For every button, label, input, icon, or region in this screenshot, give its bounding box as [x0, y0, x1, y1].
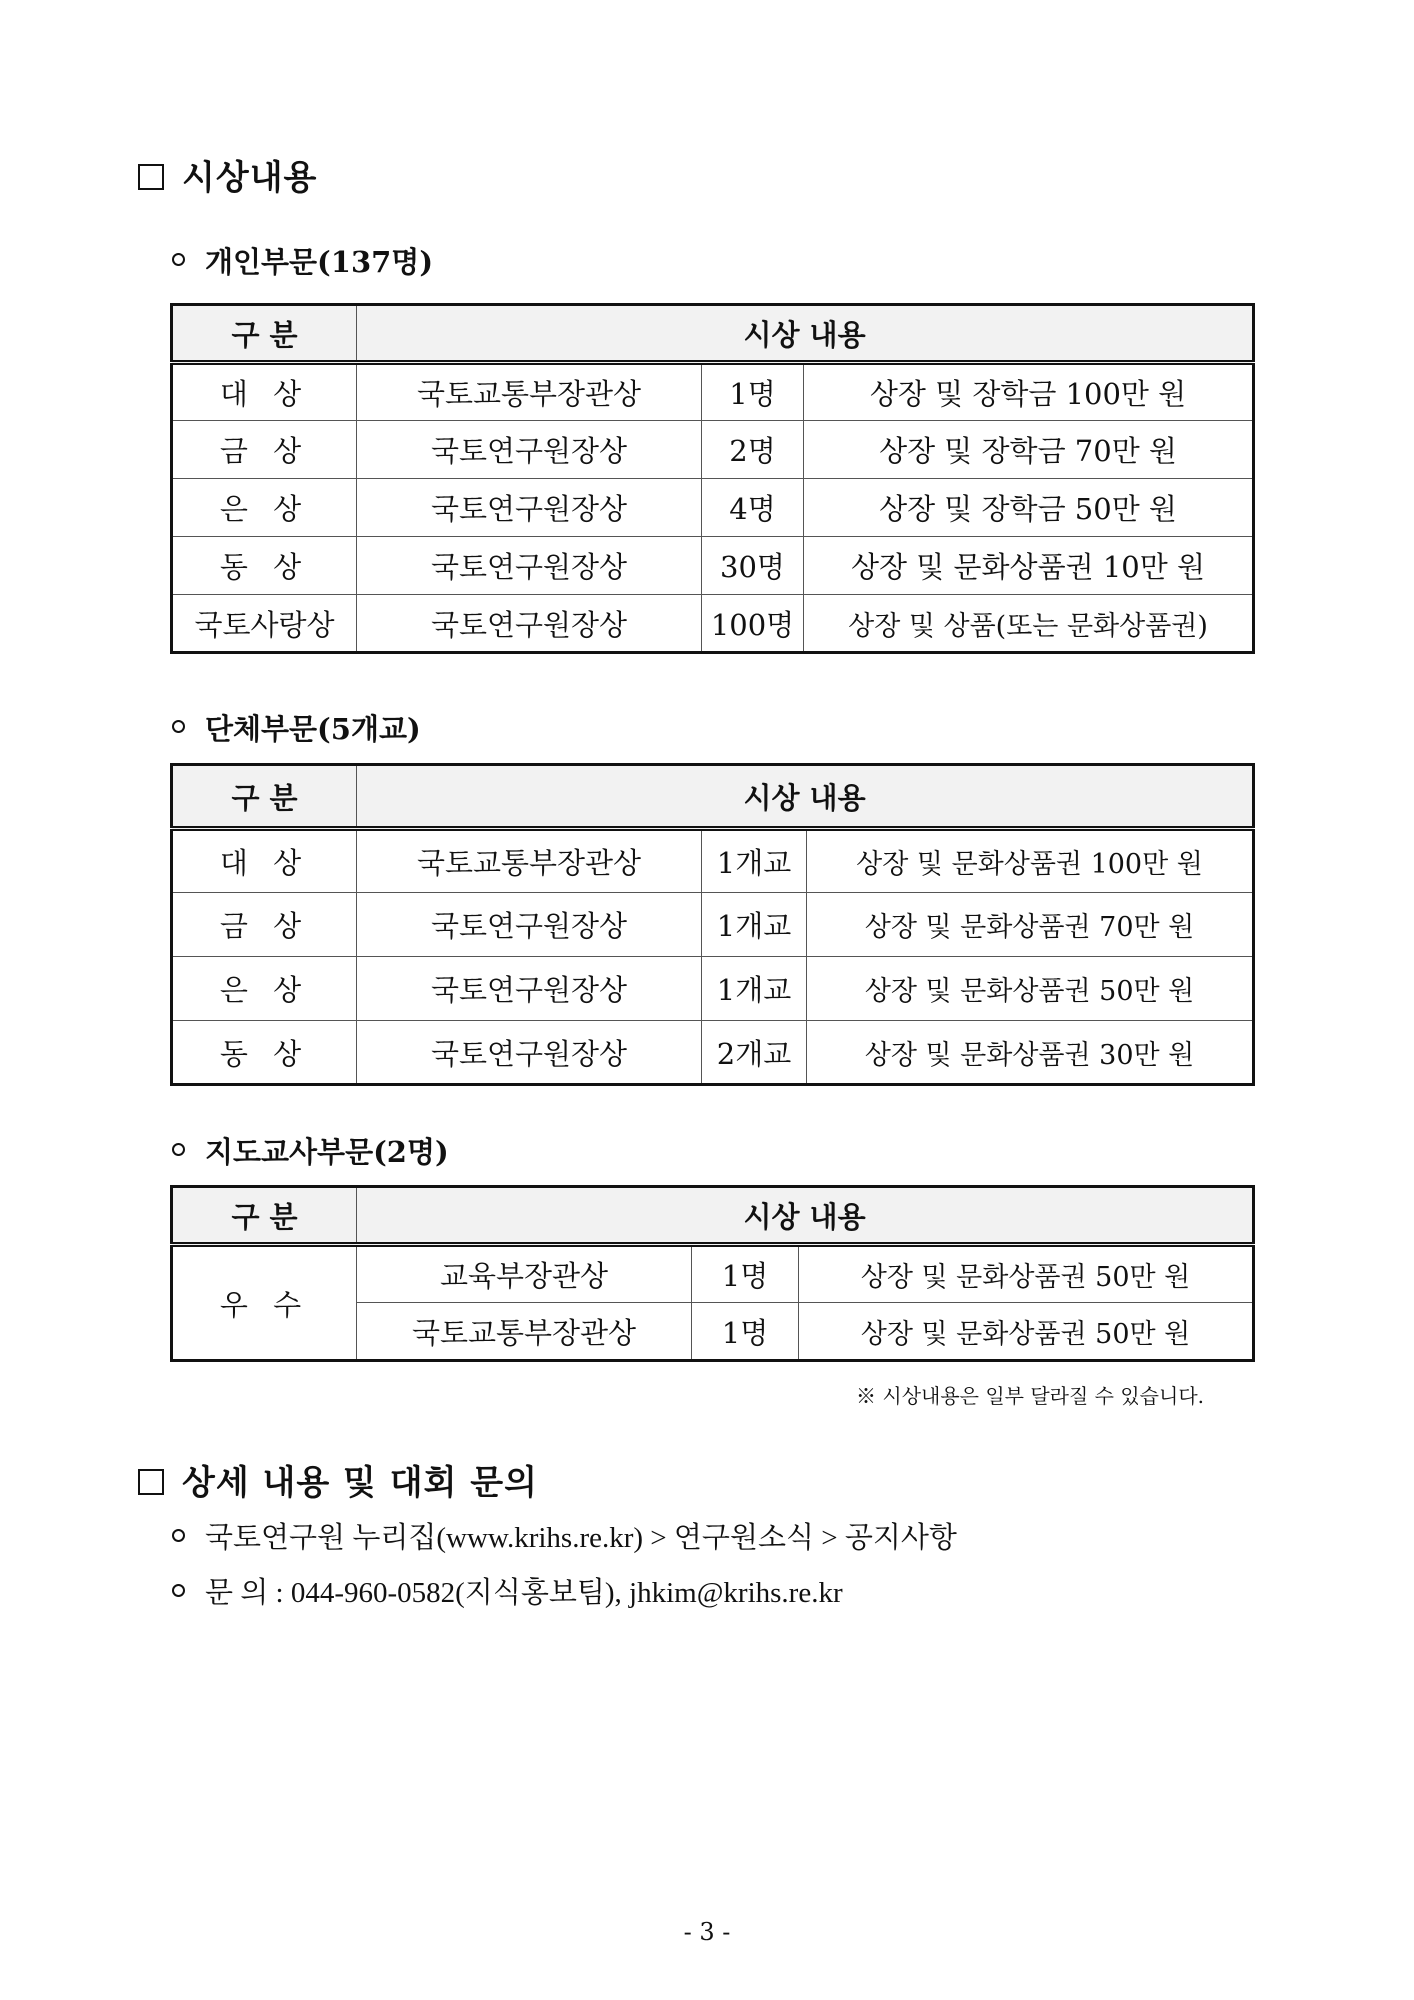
bullet-circle-icon: [172, 1529, 185, 1542]
table-row: [172, 537, 1254, 595]
award-prize: 상장 및 문화상품권 30만 원: [807, 1021, 1254, 1085]
section-title: 시상내용: [182, 158, 318, 198]
award-count: 1명: [692, 1245, 799, 1303]
award-name: 국토연구원장상: [357, 537, 702, 595]
award-prize: 상장 및 문화상품권 100만 원: [807, 829, 1254, 893]
award-name: 국토연구원장상: [357, 479, 702, 537]
award-count: 1개교: [702, 957, 807, 1021]
award-prize: 상장 및 문화상품권 70만 원: [807, 893, 1254, 957]
table-header-row: [172, 1187, 1254, 1245]
award-category: 우 수: [172, 1245, 357, 1361]
award-count: 1개교: [702, 829, 807, 893]
award-category: 은 상: [172, 957, 357, 1021]
award-prize: 상장 및 문화상품권 50만 원: [807, 957, 1254, 1021]
bullet-circle-icon: [172, 1143, 185, 1156]
award-prize: 상장 및 상품(또는 문화상품권): [804, 595, 1254, 653]
award-category: 동 상: [172, 1021, 357, 1085]
section-heading-awards: [138, 150, 317, 199]
header-content: 시상 내용: [357, 305, 1254, 363]
award-count: 30명: [702, 537, 804, 595]
inquiry-contact-line: [172, 1570, 843, 1611]
award-prize: 상장 및 문화상품권 50만 원: [799, 1245, 1254, 1303]
teacher-award-table: [170, 1185, 1255, 1362]
individual-award-table: [170, 303, 1255, 654]
award-count: 1명: [692, 1303, 799, 1361]
checkbox-square-icon: [138, 1469, 164, 1495]
award-count: 1개교: [702, 893, 807, 957]
page-number: - 3 -: [683, 1918, 731, 1946]
award-name: 국토연구원장상: [357, 1021, 702, 1085]
award-name: 국토교통부장관상: [357, 1303, 692, 1361]
checkbox-square-icon: [138, 164, 164, 190]
header-content: 시상 내용: [357, 1187, 1254, 1245]
award-prize: 상장 및 장학금 70만 원: [804, 421, 1254, 479]
award-count: 4명: [702, 479, 804, 537]
table-row: [172, 829, 1254, 893]
award-category: 동 상: [172, 537, 357, 595]
table-header-row: [172, 765, 1254, 829]
award-prize: 상장 및 장학금 50만 원: [804, 479, 1254, 537]
award-category: 은 상: [172, 479, 357, 537]
section-title: 상세 내용 및 대회 문의: [182, 1463, 538, 1503]
table-row: [172, 957, 1254, 1021]
header-category: 구 분: [172, 1187, 357, 1245]
group-award-table: [170, 763, 1255, 1086]
award-prize: 상장 및 장학금 100만 원: [804, 363, 1254, 421]
table-row: [172, 1021, 1254, 1085]
header-category: 구 분: [172, 765, 357, 829]
subsection-title: 개인부문(137명): [205, 245, 434, 279]
subsection-title: 지도교사부문(2명): [205, 1135, 449, 1169]
bullet-circle-icon: [172, 1584, 185, 1597]
award-name: 국토교통부장관상: [357, 363, 702, 421]
award-name: 교육부장관상: [357, 1245, 692, 1303]
table-header-row: [172, 305, 1254, 363]
table-row: [172, 595, 1254, 653]
award-count: 100명: [702, 595, 804, 653]
disclaimer-note: ※ 시상내용은 일부 달라질 수 있습니다.: [856, 1384, 1204, 1408]
award-prize: 상장 및 문화상품권 50만 원: [799, 1303, 1254, 1361]
table-row: [172, 479, 1254, 537]
section-heading-inquiry: [138, 1455, 538, 1504]
subsection-title: 단체부문(5개교): [205, 712, 421, 746]
award-category: 대 상: [172, 363, 357, 421]
website-text: 국토연구원 누리집(www.krihs.re.kr) > 연구원소식 > 공지사항: [205, 1522, 957, 1554]
subsection-group: [172, 707, 421, 748]
table-row: [172, 1245, 1254, 1303]
award-count: 2명: [702, 421, 804, 479]
table-row: [172, 363, 1254, 421]
award-count: 1명: [702, 363, 804, 421]
award-category: 국토사랑상: [172, 595, 357, 653]
award-prize: 상장 및 문화상품권 10만 원: [804, 537, 1254, 595]
header-content: 시상 내용: [357, 765, 1254, 829]
award-category: 금 상: [172, 421, 357, 479]
award-category: 금 상: [172, 893, 357, 957]
inquiry-website-line: [172, 1515, 957, 1556]
award-count: 2개교: [702, 1021, 807, 1085]
award-name: 국토연구원장상: [357, 595, 702, 653]
award-name: 국토연구원장상: [357, 957, 702, 1021]
subsection-teacher: [172, 1130, 449, 1171]
award-category: 대 상: [172, 829, 357, 893]
subsection-individual: [172, 240, 433, 281]
award-name: 국토연구원장상: [357, 893, 702, 957]
bullet-circle-icon: [172, 720, 185, 733]
contact-text: 문 의 : 044-960-0582(지식홍보팀), jhkim@krihs.re.kr: [205, 1577, 843, 1609]
award-name: 국토교통부장관상: [357, 829, 702, 893]
award-name: 국토연구원장상: [357, 421, 702, 479]
table-row: [172, 421, 1254, 479]
bullet-circle-icon: [172, 253, 185, 266]
table-row: [172, 893, 1254, 957]
header-category: 구 분: [172, 305, 357, 363]
